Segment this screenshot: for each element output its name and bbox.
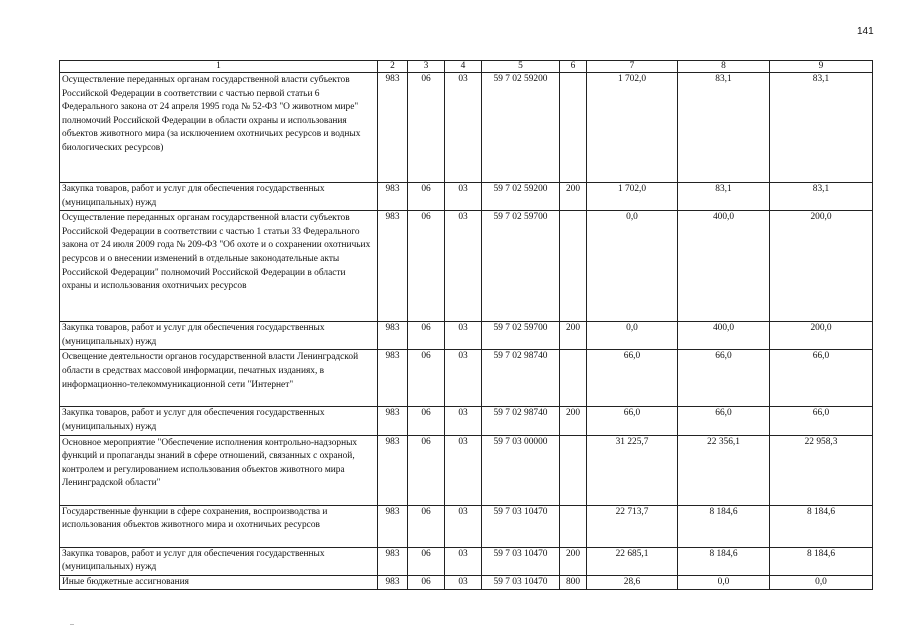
section-code: 06 — [408, 322, 445, 350]
section-code: 06 — [408, 183, 445, 211]
subsection-code: 03 — [445, 322, 482, 350]
table-row — [60, 505, 873, 547]
amount-col9: 200,0 — [770, 322, 873, 350]
budget-table — [59, 60, 873, 590]
amount-col9: 22 958,3 — [770, 435, 873, 505]
amount-col7: 66,0 — [587, 407, 678, 435]
amount-col7: 28,6 — [587, 575, 678, 590]
amount-col8: 83,1 — [678, 73, 770, 183]
page-number: 141 — [857, 26, 874, 37]
row-name: Основное мероприятие "Обеспечение исполнения контрольно-надзорных функций и пропаганды знаний в сфере отношений, связанных с охраной, контролем и регулированием использования объектов животного мира Ленинградской области" — [60, 435, 378, 505]
table-row — [60, 183, 873, 211]
amount-col8: 83,1 — [678, 183, 770, 211]
section-code: 06 — [408, 407, 445, 435]
header-cell: 5 — [482, 61, 560, 73]
target-article: 59 7 02 59200 — [482, 183, 560, 211]
row-name: Закупка товаров, работ и услуг для обеспечения государственных (муниципальных) нужд — [60, 183, 378, 211]
amount-col8: 66,0 — [678, 407, 770, 435]
amount-col8: 8 184,6 — [678, 505, 770, 547]
amount-col9: 0,0 — [770, 575, 873, 590]
table-row — [60, 547, 873, 575]
table-row — [60, 435, 873, 505]
amount-col7: 66,0 — [587, 350, 678, 407]
target-article: 59 7 02 59200 — [482, 73, 560, 183]
target-article: 59 7 03 10470 — [482, 547, 560, 575]
section-code: 06 — [408, 575, 445, 590]
expense-type — [560, 350, 587, 407]
amount-col9: 8 184,6 — [770, 505, 873, 547]
header-row — [60, 61, 873, 73]
expense-type: 200 — [560, 183, 587, 211]
amount-col8: 66,0 — [678, 350, 770, 407]
admin-code: 983 — [378, 183, 408, 211]
target-article: 59 7 02 59700 — [482, 322, 560, 350]
section-code: 06 — [408, 211, 445, 322]
table-row — [60, 407, 873, 435]
row-name: Иные бюджетные ассигнования — [60, 575, 378, 590]
subsection-code: 03 — [445, 211, 482, 322]
row-name: Государственные функции в сфере сохранения, воспроизводства и использования объектов животного мира и охотничьих ресурсов — [60, 505, 378, 547]
row-name: Осуществление переданных органам государственной власти субъектов Российской Федерации в соответствии с частью первой статьи 6 Федерального закона от 24 апреля 1995 года № 52-ФЗ "О животном мире" полномочий Российской Федерации в области охраны и использования объектов животного мира (за исключением охотничьих ресурсов и водных биологических ресурсов) — [60, 73, 378, 183]
section-code: 06 — [408, 435, 445, 505]
amount-col7: 1 702,0 — [587, 73, 678, 183]
header-cell: 7 — [587, 61, 678, 73]
table-row — [60, 211, 873, 322]
section-code: 06 — [408, 350, 445, 407]
amount-col8: 400,0 — [678, 211, 770, 322]
table-row — [60, 575, 873, 590]
amount-col7: 22 713,7 — [587, 505, 678, 547]
expense-type — [560, 211, 587, 322]
subsection-code: 03 — [445, 505, 482, 547]
admin-code: 983 — [378, 407, 408, 435]
target-article: 59 7 02 98740 — [482, 407, 560, 435]
subsection-code: 03 — [445, 183, 482, 211]
row-name: Осуществление переданных органам государственной власти субъектов Российской Федерации в соответствии с частью 1 статьи 33 Федерального закона от 24 июля 2009 года № 209-ФЗ "Об охоте и о сохранении охотничьих ресурсов и о внесении изменений в отдельные законодательные акты Российской Федерации" полномочий Российской Федерации в области охраны и использования охотничьих ресурсов — [60, 211, 378, 322]
subsection-code: 03 — [445, 575, 482, 590]
amount-col7: 0,0 — [587, 211, 678, 322]
amount-col8: 400,0 — [678, 322, 770, 350]
expense-type — [560, 505, 587, 547]
header-cell: 2 — [378, 61, 408, 73]
amount-col8: 8 184,6 — [678, 547, 770, 575]
row-name: Освещение деятельности органов государственной власти Ленинградской области в средствах массовой информации, печатных изданиях, в информационно-телекоммуникационной сети "Интернет" — [60, 350, 378, 407]
subsection-code: 03 — [445, 407, 482, 435]
table-row — [60, 322, 873, 350]
amount-col9: 83,1 — [770, 183, 873, 211]
expense-type — [560, 435, 587, 505]
admin-code: 983 — [378, 73, 408, 183]
amount-col9: 66,0 — [770, 350, 873, 407]
expense-type: 200 — [560, 407, 587, 435]
expense-type: 800 — [560, 575, 587, 590]
admin-code: 983 — [378, 322, 408, 350]
header-cell: 8 — [678, 61, 770, 73]
amount-col8: 0,0 — [678, 575, 770, 590]
amount-col9: 66,0 — [770, 407, 873, 435]
section-code: 06 — [408, 505, 445, 547]
expense-type: 200 — [560, 322, 587, 350]
amount-col9: 200,0 — [770, 211, 873, 322]
admin-code: 983 — [378, 505, 408, 547]
header-cell: 4 — [445, 61, 482, 73]
table-row — [60, 350, 873, 407]
subsection-code: 03 — [445, 73, 482, 183]
header-cell: 9 — [770, 61, 873, 73]
row-name: Закупка товаров, работ и услуг для обеспечения государственных (муниципальных) нужд — [60, 547, 378, 575]
target-article: 59 7 03 10470 — [482, 505, 560, 547]
subsection-code: 03 — [445, 547, 482, 575]
admin-code: 983 — [378, 211, 408, 322]
expense-type — [560, 73, 587, 183]
subsection-code: 03 — [445, 435, 482, 505]
admin-code: 983 — [378, 547, 408, 575]
row-name: Закупка товаров, работ и услуг для обеспечения государственных (муниципальных) нужд — [60, 322, 378, 350]
scan-speck — [70, 624, 74, 625]
target-article: 59 7 03 00000 — [482, 435, 560, 505]
header-cell: 3 — [408, 61, 445, 73]
table-row — [60, 73, 873, 183]
amount-col7: 0,0 — [587, 322, 678, 350]
amount-col9: 8 184,6 — [770, 547, 873, 575]
target-article: 59 7 02 98740 — [482, 350, 560, 407]
amount-col8: 22 356,1 — [678, 435, 770, 505]
amount-col7: 22 685,1 — [587, 547, 678, 575]
admin-code: 983 — [378, 350, 408, 407]
amount-col7: 1 702,0 — [587, 183, 678, 211]
section-code: 06 — [408, 547, 445, 575]
subsection-code: 03 — [445, 350, 482, 407]
header-cell: 6 — [560, 61, 587, 73]
target-article: 59 7 03 10470 — [482, 575, 560, 590]
amount-col9: 83,1 — [770, 73, 873, 183]
header-cell: 1 — [60, 61, 378, 73]
admin-code: 983 — [378, 575, 408, 590]
row-name: Закупка товаров, работ и услуг для обеспечения государственных (муниципальных) нужд — [60, 407, 378, 435]
target-article: 59 7 02 59700 — [482, 211, 560, 322]
admin-code: 983 — [378, 435, 408, 505]
expense-type: 200 — [560, 547, 587, 575]
section-code: 06 — [408, 73, 445, 183]
amount-col7: 31 225,7 — [587, 435, 678, 505]
